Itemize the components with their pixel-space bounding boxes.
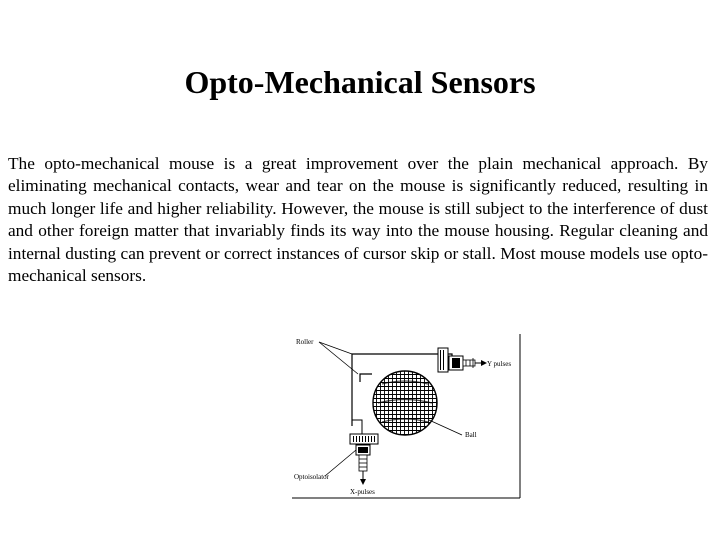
- ball-pointer: [429, 420, 462, 435]
- mouse-sensor-diagram: [292, 334, 522, 500]
- roller-label: Roller: [296, 338, 314, 346]
- x-optoisolator: [350, 434, 378, 471]
- optoisolator-label: Optoisolator: [294, 473, 329, 481]
- ball-bracket: [360, 374, 372, 382]
- x-roller-link: [352, 420, 362, 434]
- x-pulses-label: X-pulses: [350, 488, 375, 496]
- slide-title: Opto-Mechanical Sensors: [184, 64, 536, 100]
- ball-label: Ball: [465, 431, 477, 439]
- body-paragraph: The opto-mechanical mouse is a great improvement over the plain mechanical approach. By eliminating mechanical contacts, wear and tear on the mouse is significantly reduced, resulting in much longer life and higher reliability. However, the mouse is still subject to the interference of dust and other foreign matter that invariably finds its way into the mouse housing. Regular cleaning and internal dusting can prevent or correct instances of cursor skip or stall. Most mouse models use opto-mechanical sensors.: [8, 154, 708, 286]
- y-pulses-label: Y pulses: [487, 360, 512, 368]
- x-pulses-arrowhead: [360, 479, 366, 485]
- y-optoisolator: [438, 348, 475, 372]
- roller-pointer-1: [319, 342, 352, 354]
- optoisolator-pointer: [325, 450, 356, 476]
